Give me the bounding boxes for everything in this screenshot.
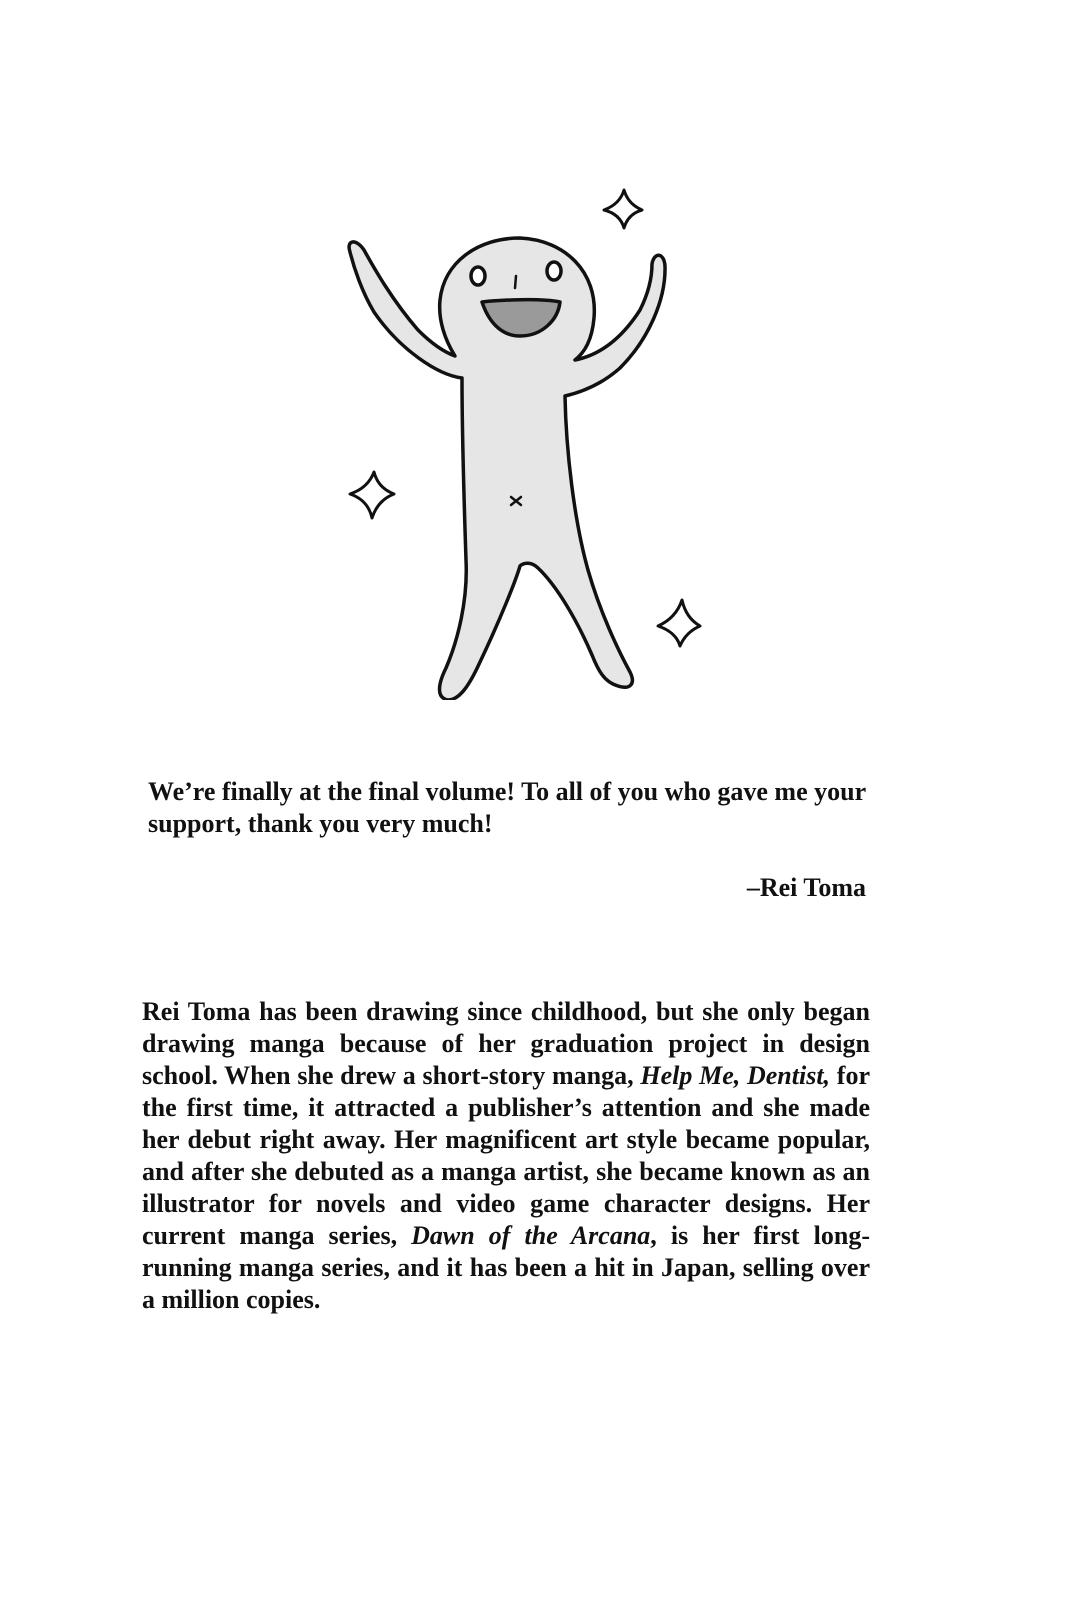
author-note: We’re finally at the final volume! To all of you who gave me your support, thank you very much!	[148, 777, 866, 838]
bio-text-part-2: for the first time, it attracted a publisher’s attention and she made her debut right away. Her magnificent art style became popular, and after she debuted as a manga artist, she became known as an illustrator for novels and video game character designs. Her current manga series,	[142, 1061, 871, 1250]
nose	[515, 276, 516, 288]
sparkle-icon	[658, 600, 700, 646]
right-eye	[547, 262, 561, 280]
happy-figure	[349, 238, 665, 700]
bio-text-part-1: Rei Toma has been drawing since childhood, but she only began drawing manga because of her graduation project in design school. When she drew a short-story manga,	[142, 997, 870, 1090]
author-signature: –Rei Toma	[746, 873, 866, 902]
bio-text-part-3: , is her first long-running manga series, and it has been a hit in Japan, selling over a million copies.	[142, 1221, 870, 1314]
sparkle-icon	[350, 472, 394, 518]
left-eye	[471, 267, 485, 285]
sparkle-icon	[604, 190, 642, 228]
bio-title-help-me-dentist: Help Me, Dentist,	[640, 1061, 831, 1090]
bio-title-dawn-of-the-arcana: Dawn of the Arcana	[411, 1221, 651, 1250]
author-illustration	[330, 180, 730, 700]
author-biography	[142, 996, 870, 1316]
